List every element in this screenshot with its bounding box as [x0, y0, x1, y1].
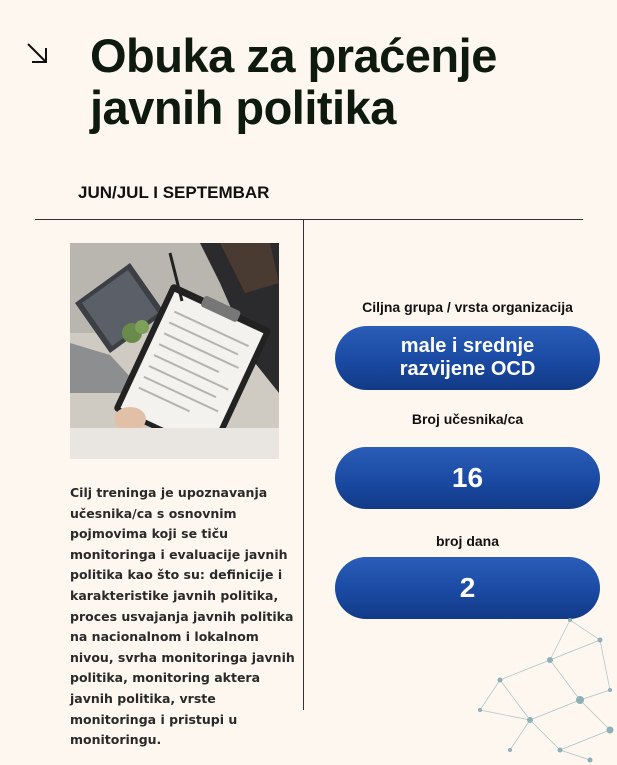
- arrow-down-right-icon: [24, 40, 52, 68]
- vertical-divider: [303, 220, 304, 710]
- participants-pill: [335, 447, 600, 509]
- days-value: 2: [459, 572, 476, 603]
- network-decoration: [470, 600, 617, 765]
- title-line-1: Obuka za praćenje: [90, 29, 497, 82]
- title-line-2: javnih politika: [90, 81, 396, 134]
- clipboard-photo: [70, 243, 279, 459]
- target-line-1: male i srednje: [400, 335, 535, 357]
- page-title: [90, 30, 590, 134]
- dates-heading: JUN/JUL I SEPTEMBAR: [78, 183, 270, 202]
- participants-label: Broj učesnika/ca: [411, 411, 524, 427]
- participants-value: 16: [451, 462, 484, 493]
- target-group-label: Ciljna grupa / vrsta organizacija: [362, 299, 573, 315]
- horizontal-divider: [35, 219, 583, 220]
- target-line-2: razvijene OCD: [399, 358, 536, 380]
- description-text: Cilj treninga je upoznavanja učesnika/ca s osnovnim pojmovima koji se tiču monitoringa i evaluacije javnih politika kao što su: definicije i karakteristike javnih politika, proces usvajanja javnih politika na nacionalnom i lokalnom nivou, svrha monitoringa javnih politika, monitoring aktera javnih politika, vrste monitoringa i pristupi u monitoringu.: [70, 485, 295, 748]
- target-group-pill: [335, 326, 600, 390]
- days-label: broj dana: [435, 533, 499, 549]
